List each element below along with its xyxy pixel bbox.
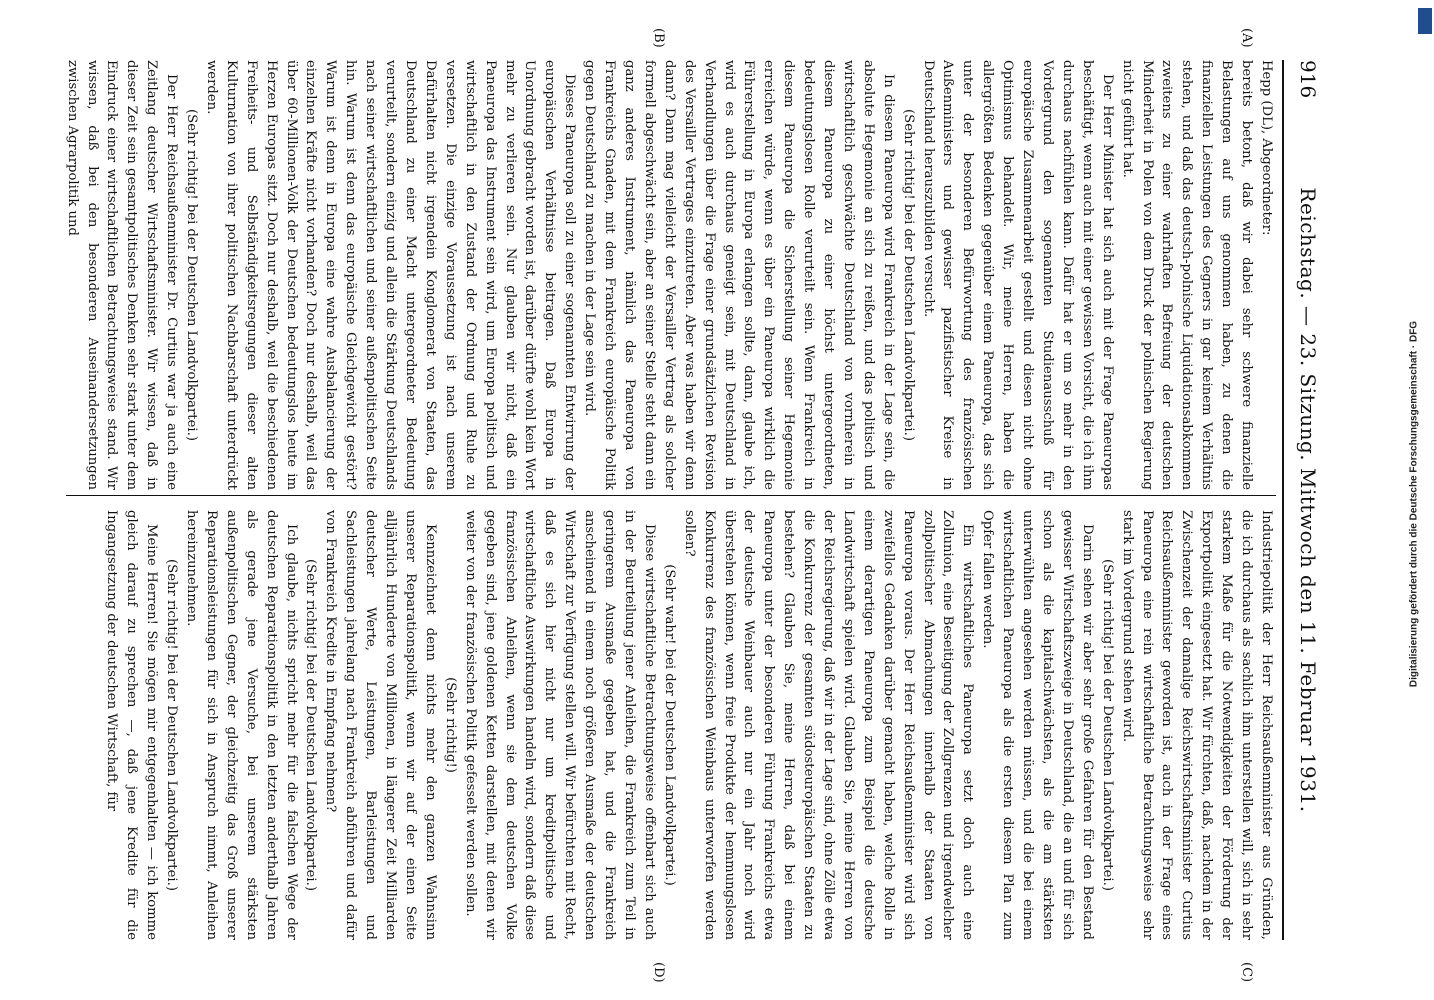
margin-mark-c: (C) — [1239, 962, 1254, 983]
paragraph: Dieses Paneuropa soll zu einer sogenannten Entwirrung der europäischen Verhältnisse beitragen. Daß Europa in Unordnung gebracht worden ist, darüber dürfte wohl kein Wort mehr zu verlieren sein. Nur glauben wir nicht, daß ein Paneuropa das Instrument sein wird, um Europa politisch und wirtschaftlich in den Zustand der Ordnung und Ruhe zu versetzen. Die einzige Voraussetzung ist nach unserem Dafürhalten nicht irgendein Konglomerat von Staaten, das Deutschland zu einer Macht untergeordneter Bedeutung verurteilt, sondern einzig und allein die Stärkung Deutschlands nach seiner wirtschaftlichen und seiner außenpolitischen Seite hin. Warum ist denn das europäische Gleichgewicht gestört? Warum ist denn in Europa eine wahre Ausbalancierung der einzelnen Kräfte nicht vorhanden? Doch nur deshalb, weil das über 60-Millionen-Volk der Deutschen bedeutungslos heute im Herzen Europas sitzt. Doch nur deshalb, weil die beschiedenen Freiheits- und Selbständigkeitsregungen dieser alten Kulturnation von ihrer politischen Nachbarschaft unterdrückt werden. — [203, 60, 578, 490]
right-text-column — [56, 510, 1276, 940]
column-divider — [66, 495, 1276, 496]
margin-mark-b: (B) — [651, 28, 666, 48]
paragraph: Hepp (DL), Abgeordneter: — [1259, 60, 1274, 236]
interjection: (Sehr richtig! bei der Deutschen Landvolkpartei.) — [303, 559, 319, 891]
paragraph: Darin sehen wir aber sehr große Gefahren für den Bestand gewisser Wirtschaftszweige in Deutschland, die an und für sich schon als die kapitalschwächsten, als die am stärksten unterwühlten angesehen werden müssen, und die bei einem wirtschaftlichen Paneuropa als die ersten diesem Plan zum Opfer fallen werden. — [980, 510, 1095, 940]
paragraph: Ein wirtschaftliches Paneuropa setzt doch auch eine Zollunion, eine Beseitigung der Zollgrenzen und irgendwelcher zollpolitischer Abmachungen innerhalb der Staaten von Paneuropa voraus. Der Herr Reichsaußenminister wird sich zweifellos Gedanken darüber gemacht haben, welche Rolle in einem derartigen Paneuropa zum Beispiel die deutsche Landwirtschaft spielen wird. Glauben Sie, meine Herren von der Reichsregierung, daß wir in der Lage sind, ohne Zölle etwa die Konkurrenz der gesamten südosteuropäischen Staaten zu bestehen? Glauben Sie, meine Herren, daß bei einem Paneuropa unter der besonderen Führung Frankreichs etwa der deutsche Weinbauer auch nur ein Jahr noch wird überstehen können, wenn freie Produkte der hemmungslosen Konkurrenz des französischen Weinbaus unterworfen werden sollen? — [681, 510, 976, 940]
interjection: (Sehr wahr! bei der Deutschen Landvolkpartei.) — [661, 564, 677, 886]
page-number: 916 — [1296, 60, 1320, 99]
paragraph: Industriepolitik der Herr Reichsaußenminister aus Gründen, die ich durchaus als sachlich ihm unterstellen will, sich in sehr starkem Maße für die Notwendigkeiten der Förderung der Exportpolitik eingesetzt hat. Wir fürchten, daß, nachdem in der Zwischenzeit der damalige Reichswirtschaftsminister Curtius Reichsaußenminister geworden ist, auch in der Frage eines Paneuropa eine rein wirtschaftliche Betrachtungsweise sehr stark im Vordergrund stehen wird. — [1119, 510, 1274, 940]
interjection: (Sehr richtig!) — [442, 677, 458, 773]
paragraph: Kennzeichnet denn nichts mehr den ganzen Wahnsinn unserer Reparationspolitik, wenn wir auf der einen Seite alljährlich Hunderte von Millionen, in längerer Zeit Milliarden deutscher Werte, Leistungen, Barleistungen und Sachleistungen jahrelang nach Frankreich abführen und dafür von Frankreich Kredite in Empfang nehmen? — [323, 510, 438, 940]
digitization-note — [1396, 14, 1432, 994]
paragraph: Diese wirtschaftliche Betrachtungsweise offenbart sich auch in der Beurteilung jener Anleihen, die Frankreich zum Teil in geringerem Ausmaße gegeben hat, und die Frankreich anscheinend in einem noch größeren Ausmaße der deutschen Wirtschaft zur Verfügung stellen will. Wir befürchten mit Recht, daß es sich hier nicht nur um kreditpolitische und wirtschaftliche Auswirkungen handeln wird, sondern daß diese französischen Anleihen, wenn sie dem deutschen Volke gegeben sind, jene goldenen Ketten darstellen, mit denen wir weiter von der französischen Politik gefesselt werden sollen. — [462, 510, 657, 940]
paragraph: Der Herr Reichsaußenminister Dr. Curtius war ja auch eine Zeitlang deutscher Wirtschaftsminister. Wir wissen, daß in dieser Zeit sein gesamtpolitisches Denken sehr stark unter dem Eindruck einer wirtschaftlichen Betrachtungsweise stand. Wir wissen, daß bei den besonderen Auseinandersetzungen zwischen Agrarpolitik und — [64, 60, 180, 490]
running-title: Reichstag. — 23. Sitzung. Mittwoch den 11. Februar 1931. — [1296, 187, 1320, 813]
left-text-column — [56, 60, 1276, 490]
digitization-note-text: Digitalisierung gefördert durch die Deutsche Forschungsgemeinschaft · DFG — [1408, 320, 1420, 688]
interjection: (Sehr richtig! bei der Deutschen Landvolkpartei.) — [1099, 559, 1115, 891]
paragraph: bereits betont, daß wir dabei sehr schwere finanzielle Belastungen auf uns genommen haben, zu denen die finanziellen Leistungen des Gegners in gar keinem Verhältnis stehen, und daß das deutsch-polnische Liquidationsabkommen zweitens zu einer wahrhaften Befreiung der deutschen Minderheit in Polen von dem Druck der polnischen Regierung nicht geführt hat. — [1119, 60, 1255, 490]
margin-mark-d: (D) — [651, 962, 666, 983]
interjection: (Sehr richtig! bei der Deutschen Landvolkpartei.) — [900, 109, 916, 441]
paragraph: Meine Herren! Sie mögen mir entgegenhalten — ich komme gleich darauf zu sprechen —, daß jene Kredite für die Ingangsetzung der deutschen Wirtschaft, für — [104, 510, 160, 940]
paragraph: Der Herr Minister hat sich auch mit der Frage Paneuropas beschäftigt, wenn auch mit einer gewissen Vorsicht, die ich ihm durchaus nachfühlen kann. Dafür hat er um so mehr in den Vordergrund den sogenannten Studienausschuß für europäische Zusammenarbeit gestellt und diesen nicht ohne Optimismus behandelt. Wir, meine Herren, haben die allergrößten Bedenken gegenüber einem Paneuropa, das sich unter der besonderen Befürwortung des französischen Außenministers und gewisser pazifistischer Kreise in Deutschland herauszubilden versucht. — [920, 60, 1115, 490]
paragraph: In diesem Paneuropa wird Frankreich in der Lage sein, die absolute Hegemonie an sich zu reißen, und das politisch und wirtschaftlich geschwächte Deutschland von vornherein in diesem Paneuropa zu einer höchst untergeordneten, bedeutungslosen Rolle verurteilt sein. Wenn Frankreich in diesem Paneuropa die Sicherstellung seiner Hegemonie erreichen würde, wenn es über ein Paneuropa wirklich die Führerstellung in Europa erlangen sollte, dann, glaube ich, wird es auch durchaus geneigt sein, mit Deutschland in Verhandlungen über die Frage einer grundsätzlichen Revision des Versailler Vertrages einzutreten. Aber was haben wir denn dann? Dann mag vielleicht der Versailler Vertrag als solcher formell abgeschwächt sein, aber an seiner Stelle steht dann ein ganz anderes Instrument, nämlich das Paneuropa von Frankreichs Gnaden, mit dem Frankreich europäische Politik gegen Deutschland zu machen in der Lage sein wird. — [582, 60, 896, 490]
interjection: (Sehr richtig! bei der Deutschen Landvolkpartei.) — [164, 559, 180, 891]
header-rule — [1282, 60, 1284, 940]
interjection: (Sehr richtig! bei der Deutschen Landvolkpartei.) — [184, 109, 200, 441]
margin-mark-a: (A) — [1239, 28, 1254, 48]
paragraph: Ich glaube, nichts spricht mehr für die falschen Wege der deutschen Reparationspolitik in den letzten anderthalb Jahren als gerade jene Versuche, bei unserem stärksten außenpolitischen Gegner, der gleichzeitig das Groß unserer Reparationsleistungen für sich in Anspruch nimmt, Anleihen hereinzunehmen. — [184, 510, 299, 940]
page-header — [1286, 60, 1326, 940]
